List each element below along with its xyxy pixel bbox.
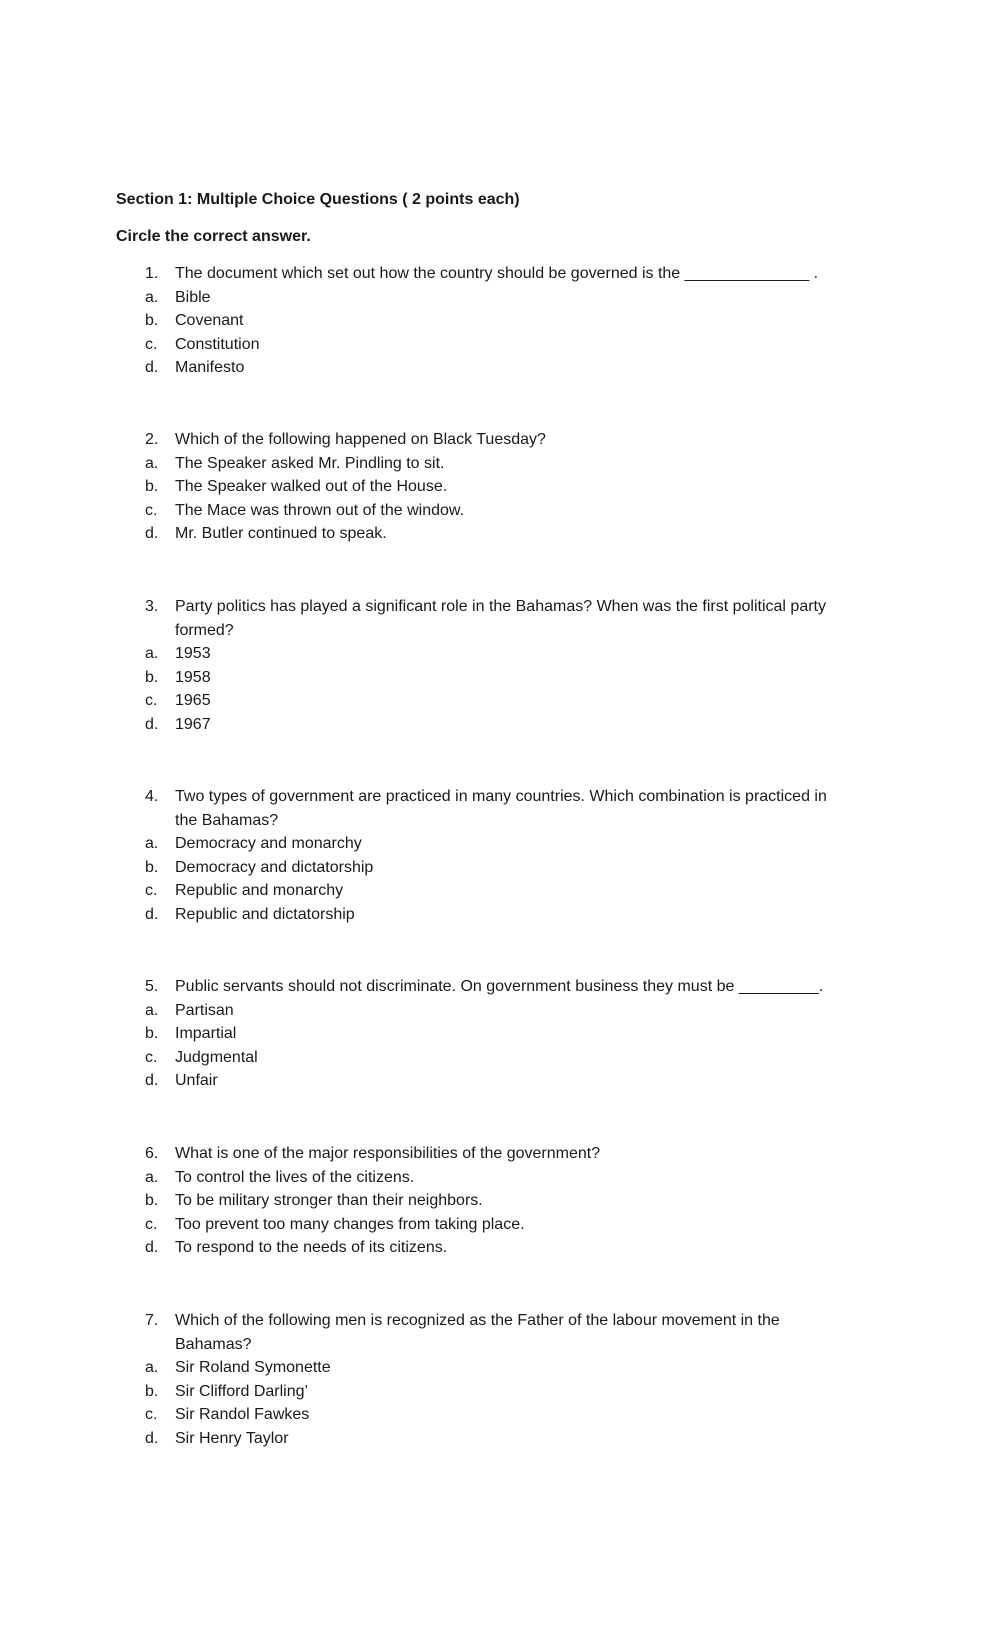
question-7 (0, 1309, 1000, 1450)
question-text: Bahamas? (175, 1335, 252, 1353)
option-c[interactable] (0, 333, 1000, 357)
question-number: 1. (145, 265, 159, 282)
option-b[interactable] (0, 475, 1000, 499)
question-stem-continued (0, 809, 1000, 833)
option-text: 1958 (175, 668, 211, 686)
question-1 (0, 262, 1000, 380)
option-letter: b. (145, 1192, 159, 1209)
option-text: Sir Randol Fawkes (175, 1406, 310, 1423)
option-letter: a. (145, 1001, 159, 1019)
question-stem (0, 428, 1000, 452)
option-text: Partisan (175, 1001, 234, 1019)
option-text: Impartial (175, 1025, 237, 1042)
option-letter: d. (145, 525, 159, 542)
option-letter: c. (145, 501, 158, 519)
option-letter: c. (145, 692, 158, 709)
option-c[interactable] (0, 1213, 1000, 1237)
option-d[interactable] (0, 903, 1000, 927)
option-d[interactable] (0, 1427, 1000, 1451)
option-b[interactable] (0, 1189, 1000, 1213)
option-a[interactable] (0, 286, 1000, 310)
question-number: 3. (145, 598, 159, 615)
option-c[interactable] (0, 1403, 1000, 1427)
question-text: Party politics has played a significant role in the Bahamas? When was the first political party (175, 598, 826, 615)
option-letter: c. (145, 335, 158, 353)
question-text: The document which set out how the country should be governed is the ______________ . (175, 265, 819, 282)
question-number: 2. (145, 431, 159, 448)
option-letter: b. (145, 478, 159, 495)
option-text: Republic and dictatorship (175, 905, 355, 923)
option-d[interactable] (0, 713, 1000, 737)
question-text: the Bahamas? (175, 811, 279, 829)
question-stem (0, 1142, 1000, 1166)
option-b[interactable] (0, 1022, 1000, 1046)
question-stem-continued (0, 619, 1000, 643)
question-number: 7. (145, 1312, 159, 1329)
option-text: Covenant (175, 312, 244, 329)
option-text: Constitution (175, 335, 260, 353)
question-stem (0, 262, 1000, 286)
option-letter: c. (145, 1215, 158, 1233)
option-b[interactable] (0, 1380, 1000, 1404)
option-letter: d. (145, 715, 159, 733)
option-letter: c. (145, 882, 158, 899)
option-letter: c. (145, 1048, 158, 1066)
option-text: Too prevent too many changes from taking place. (175, 1215, 525, 1233)
question-2 (0, 428, 1000, 546)
question-text: Which of the following men is recognized as the Father of the labour movement in the (175, 1312, 780, 1329)
option-d[interactable] (0, 1236, 1000, 1260)
option-text: Manifesto (175, 359, 245, 376)
option-a[interactable] (0, 999, 1000, 1023)
option-letter: c. (145, 1406, 158, 1423)
option-text: To respond to the needs of its citizens. (175, 1239, 448, 1256)
option-letter: a. (145, 835, 159, 852)
option-text: Sir Roland Symonette (175, 1359, 331, 1376)
option-text: Unfair (175, 1072, 218, 1089)
option-text: Judgmental (175, 1048, 258, 1066)
option-letter: d. (145, 359, 159, 376)
option-text: Democracy and monarchy (175, 835, 362, 852)
option-text: Republic and monarchy (175, 882, 344, 899)
question-number: 4. (145, 788, 159, 805)
option-text: 1953 (175, 645, 211, 662)
option-d[interactable] (0, 522, 1000, 546)
option-letter: a. (145, 645, 159, 662)
option-letter: d. (145, 1072, 159, 1089)
option-text: 1965 (175, 692, 211, 709)
question-3 (0, 595, 1000, 736)
option-c[interactable] (0, 879, 1000, 903)
question-stem (0, 595, 1000, 619)
option-text: The Mace was thrown out of the window. (175, 501, 465, 519)
option-letter: b. (145, 312, 159, 329)
question-4 (0, 785, 1000, 926)
option-c[interactable] (0, 1046, 1000, 1070)
option-letter: a. (145, 454, 159, 472)
option-text: Bible (175, 288, 211, 306)
option-text: Democracy and dictatorship (175, 858, 374, 876)
option-letter: d. (145, 905, 159, 923)
option-text: To be military stronger than their neighbors. (175, 1192, 483, 1209)
option-a[interactable] (0, 1166, 1000, 1190)
question-stem-continued (0, 1333, 1000, 1357)
option-letter: b. (145, 668, 159, 686)
question-number: 5. (145, 978, 159, 995)
question-text: Two types of government are practiced in many countries. Which combination is practiced in (175, 788, 827, 805)
option-b[interactable] (0, 309, 1000, 333)
option-letter: b. (145, 1382, 159, 1400)
option-c[interactable] (0, 499, 1000, 523)
option-letter: d. (145, 1429, 159, 1447)
option-text: Mr. Butler continued to speak. (175, 525, 387, 542)
option-d[interactable] (0, 1069, 1000, 1093)
option-text: The Speaker walked out of the House. (175, 478, 448, 495)
question-text: What is one of the major responsibilities of the government? (175, 1145, 601, 1162)
question-text: formed? (175, 621, 234, 639)
section-title: Section 1: Multiple Choice Questions ( 2 points each) (116, 191, 520, 208)
question-number: 6. (145, 1145, 159, 1162)
option-text: Sir Clifford Darling’ (175, 1382, 309, 1400)
option-a[interactable] (0, 642, 1000, 666)
option-b[interactable] (0, 666, 1000, 690)
option-letter: b. (145, 858, 159, 876)
question-5 (0, 975, 1000, 1093)
option-c[interactable] (0, 689, 1000, 713)
option-a[interactable] (0, 452, 1000, 476)
instruction-text: Circle the correct answer. (116, 228, 311, 245)
option-text: 1967 (175, 715, 211, 733)
question-6 (0, 1142, 1000, 1260)
option-letter: a. (145, 1359, 159, 1376)
question-stem (0, 785, 1000, 809)
option-b[interactable] (0, 856, 1000, 880)
option-letter: b. (145, 1025, 159, 1042)
question-text: Which of the following happened on Black Tuesday? (175, 431, 546, 448)
option-text: To control the lives of the citizens. (175, 1168, 415, 1186)
option-text: The Speaker asked Mr. Pindling to sit. (175, 454, 445, 472)
question-stem (0, 1309, 1000, 1333)
option-letter: d. (145, 1239, 159, 1256)
question-stem (0, 975, 1000, 999)
option-letter: a. (145, 1168, 159, 1186)
option-a[interactable] (0, 832, 1000, 856)
option-letter: a. (145, 288, 159, 306)
question-text: Public servants should not discriminate. On government business they must be _________. (175, 978, 824, 995)
option-d[interactable] (0, 356, 1000, 380)
option-text: Sir Henry Taylor (175, 1429, 289, 1447)
option-a[interactable] (0, 1356, 1000, 1380)
